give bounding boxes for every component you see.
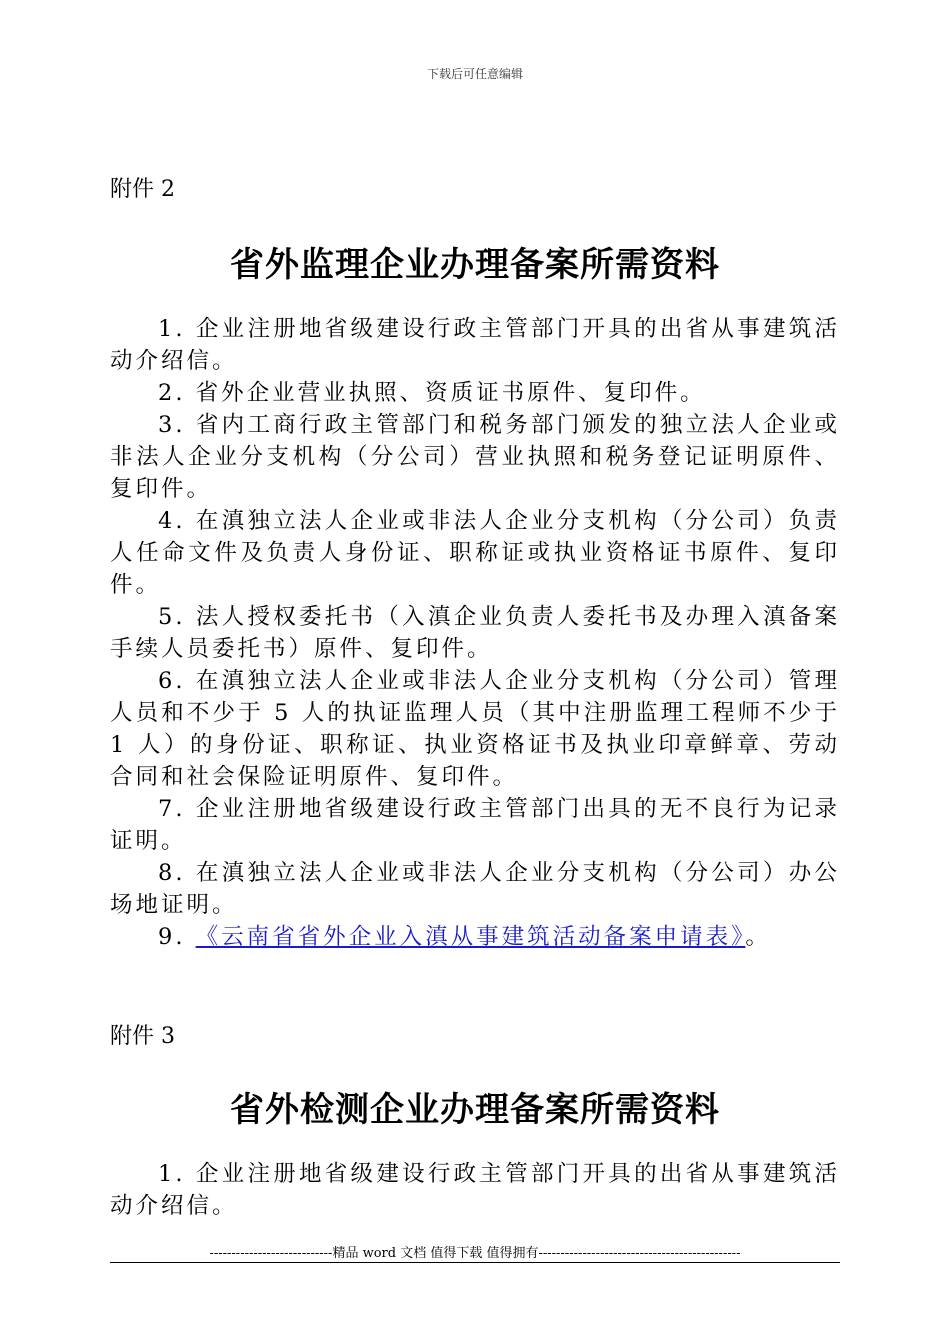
application-form-link[interactable]: 《云南省省外企业入滇从事建筑活动备案申请表》 xyxy=(195,924,746,950)
list-item: 5. 法人授权委托书（入滇企业负责人委托书及办理入滇备案手续人员委托书）原件、复印件。 xyxy=(110,604,840,662)
list-item: 8. 在滇独立法人企业或非法人企业分支机构（分公司）办公场地证明。 xyxy=(110,860,840,918)
attachment-2-title: 省外监理企业办理备案所需资料 xyxy=(230,245,720,285)
list-item: 7. 企业注册地省级建设行政主管部门出具的无不良行为记录证明。 xyxy=(110,796,840,854)
list-item: 1. 企业注册地省级建设行政主管部门开具的出省从事建筑活动介绍信。 xyxy=(110,1161,840,1219)
list-item: 6. 在滇独立法人企业或非法人企业分支机构（分公司）管理人员和不少于 5 人的执证监理人员（其中注册监理工程师不少于 1 人）的身份证、职称证、执业资格证书及执业印章鲜章、劳动合同和社会保险证明原件、复印件。 xyxy=(110,668,840,790)
attachment-2-section xyxy=(110,175,840,953)
footer-text: ----------------------------精品 word 文档 值得下载 值得拥有---------------------------------------------- xyxy=(209,1246,741,1261)
item-9-number: 9. xyxy=(158,924,186,950)
item-9-end: 。 xyxy=(745,924,771,950)
attachment-3-section xyxy=(110,1022,840,1222)
header-note: 下载后可任意编辑 xyxy=(426,67,523,81)
list-item: 1. 企业注册地省级建设行政主管部门开具的出省从事建筑活动介绍信。 xyxy=(110,316,840,374)
attachment-3-title: 省外检测企业办理备案所需资料 xyxy=(230,1090,720,1130)
list-item-9 xyxy=(110,921,840,953)
footer-divider xyxy=(110,1262,840,1263)
list-item: 3. 省内工商行政主管部门和税务部门颁发的独立法人企业或非法人企业分支机构（分公司）营业执照和税务登记证明原件、复印件。 xyxy=(110,412,840,502)
list-item: 2. 省外企业营业执照、资质证书原件、复印件。 xyxy=(158,380,706,406)
attachment-3-label: 附件 3 xyxy=(110,1024,175,1049)
list-item: 4. 在滇独立法人企业或非法人企业分支机构（分公司）负责人任命文件及负责人身份证、职称证或执业资格证书原件、复印件。 xyxy=(110,508,840,598)
attachment-2-label: 附件 2 xyxy=(110,177,175,202)
